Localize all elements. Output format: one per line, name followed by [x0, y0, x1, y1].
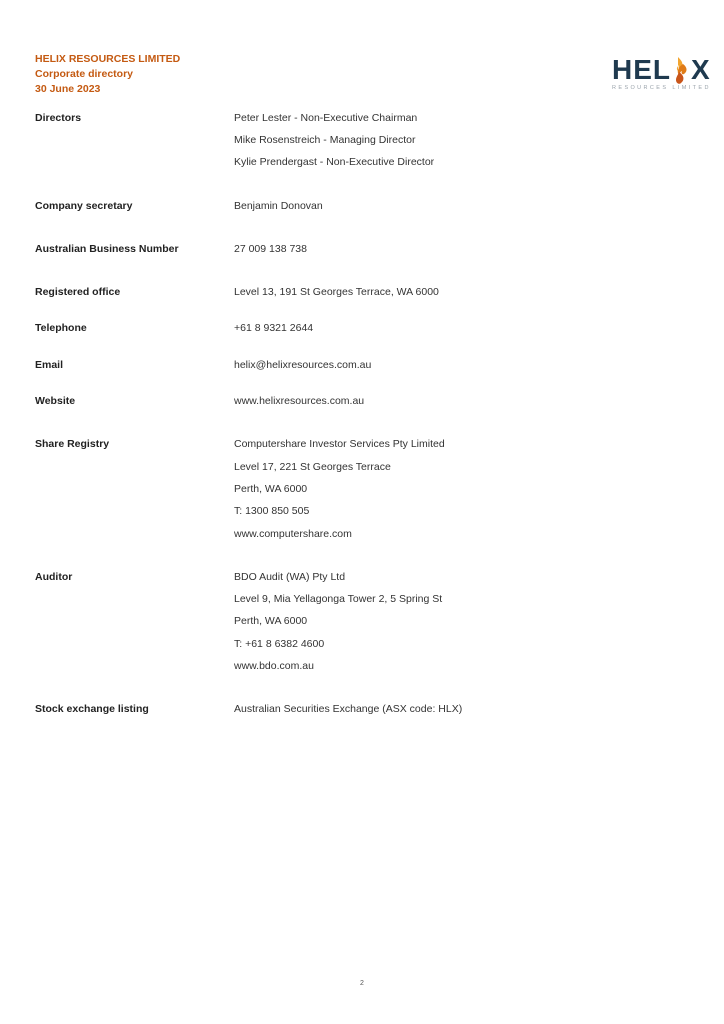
logo-wordmark: HEL X	[612, 54, 711, 85]
website-label: Website	[35, 395, 76, 407]
auditor-line-4: T: +61 8 6382 4600	[234, 638, 325, 650]
section-title: Corporate directory	[35, 68, 134, 80]
company-secretary-value: Benjamin Donovan	[234, 200, 323, 212]
share-registry-line-1: Computershare Investor Services Pty Limited	[234, 438, 445, 450]
email-label: Email	[35, 359, 64, 371]
logo-tagline: RESOURCES LIMITED	[612, 85, 711, 91]
helix-logo	[612, 52, 711, 96]
company-name: HELIX RESOURCES LIMITED	[35, 53, 181, 65]
registered-office-value: Level 13, 191 St Georges Terrace, WA 6000	[234, 286, 439, 298]
abn-label: Australian Business Number	[35, 243, 179, 255]
stock-exchange-label: Stock exchange listing	[35, 703, 149, 715]
auditor-label: Auditor	[35, 571, 73, 583]
share-registry-line-4: T: 1300 850 505	[234, 505, 310, 517]
company-secretary-label: Company secretary	[35, 200, 133, 212]
page-number: 2	[360, 980, 364, 987]
telephone-label: Telephone	[35, 322, 87, 334]
share-registry-line-2: Level 17, 221 St Georges Terrace	[234, 461, 391, 473]
director-1: Peter Lester - Non-Executive Chairman	[234, 112, 418, 124]
director-3: Kylie Prendergast - Non-Executive Director	[234, 156, 435, 168]
auditor-line-5: www.bdo.com.au	[234, 660, 314, 672]
auditor-line-3: Perth, WA 6000	[234, 615, 308, 627]
abn-value: 27 009 138 738	[234, 243, 307, 255]
website-value: www.helixresources.com.au	[234, 395, 365, 407]
stock-exchange-value: Australian Securities Exchange (ASX code: HLX)	[234, 703, 463, 715]
registered-office-label: Registered office	[35, 286, 121, 298]
auditor-line-1: BDO Audit (WA) Pty Ltd	[234, 571, 346, 583]
share-registry-label: Share Registry	[35, 438, 110, 450]
document-header	[35, 52, 180, 97]
auditor-line-2: Level 9, Mia Yellagonga Tower 2, 5 Spring St	[234, 593, 443, 605]
telephone-value: +61 8 9321 2644	[234, 322, 314, 334]
share-registry-line-3: Perth, WA 6000	[234, 483, 308, 495]
report-date: 30 June 2023	[35, 83, 101, 95]
flame-icon	[670, 56, 692, 86]
share-registry-line-5: www.computershare.com	[234, 528, 352, 540]
director-2: Mike Rosenstreich - Managing Director	[234, 134, 416, 146]
email-value: helix@helixresources.com.au	[234, 359, 372, 371]
directors-label: Directors	[35, 112, 82, 124]
